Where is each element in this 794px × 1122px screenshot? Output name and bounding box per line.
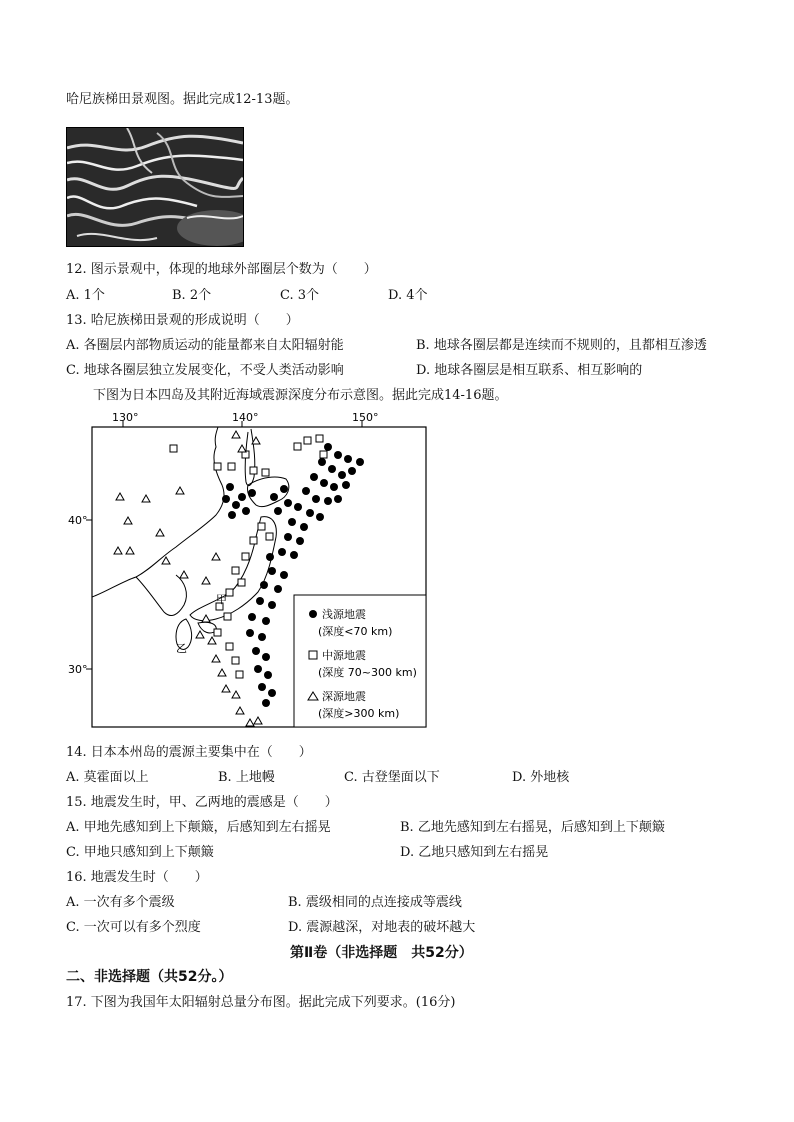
q15-option-c: C. 甲地只感知到上下颠簸: [66, 845, 214, 860]
q16-option-d: D. 震源越深，对地表的破坏越大: [288, 920, 476, 935]
legend-shallow-marker: [309, 610, 317, 618]
q12-option-c: C. 3个: [280, 288, 320, 303]
lon-label-130: 130°: [112, 411, 139, 424]
legend-deep-label: 深源地震: [322, 690, 366, 703]
legend-mid-label: 中源地震: [322, 649, 366, 662]
place-label-yi: 乙: [176, 642, 187, 655]
q17-stem: 17. 下图为我国年太阳辐射总量分布图。据此完成下列要求。(16分): [66, 995, 456, 1010]
q12-stem: 12. 图示景观中，体现的地球外部圈层个数为（ ）: [66, 262, 377, 277]
lat-label-40: 40°: [68, 514, 88, 527]
q16-option-a: A. 一次有多个震级: [66, 895, 175, 910]
map-intro: 下图为日本四岛及其附近海域震源深度分布示意图。据此完成14-16题。: [93, 388, 508, 403]
q16-stem: 16. 地震发生时（ ）: [66, 870, 208, 885]
q13-option-b: B. 地球各圈层都是连续而不规则的，且都相互渗透: [416, 338, 707, 353]
legend-shallow-depth: (深度<70 km): [318, 625, 393, 638]
q15-option-a: A. 甲地先感知到上下颠簸，后感知到左右摇晃: [66, 820, 331, 835]
q14-option-c: C. 古登堡面以下: [344, 770, 440, 785]
legend-shallow-label: 浅源地震: [322, 608, 366, 621]
part-title: 二、非选择题（共52分。）: [66, 969, 233, 985]
intro-text: 哈尼族梯田景观图。据此完成12-13题。: [66, 92, 299, 107]
q13-option-a: A. 各圈层内部物质运动的能量都来自太阳辐射能: [66, 338, 344, 353]
q16-option-c: C. 一次可以有多个烈度: [66, 920, 201, 935]
q12-option-d: D. 4个: [388, 288, 428, 303]
q13-option-c: C. 地球各圈层独立发展变化，不受人类活动影响: [66, 363, 344, 378]
place-label-jia: 甲: [216, 593, 227, 606]
q15-stem: 15. 地震发生时，甲、乙两地的震感是（ ）: [66, 795, 338, 810]
terrace-landscape-photo: [66, 127, 244, 247]
q13-option-d: D. 地球各圈层是相互联系、相互影响的: [416, 363, 643, 378]
q12-option-b: B. 2个: [172, 288, 212, 303]
q13-stem: 13. 哈尼族梯田景观的形成说明（ ）: [66, 313, 299, 328]
q14-stem: 14. 日本本州岛的震源主要集中在（ ）: [66, 745, 312, 760]
legend-mid-depth: (深度 70~300 km): [318, 666, 417, 679]
q14-option-a: A. 莫霍面以上: [66, 770, 149, 785]
q15-option-d: D. 乙地只感知到左右摇晃: [400, 845, 549, 860]
lon-label-150: 150°: [352, 411, 379, 424]
q12-option-a: A. 1个: [66, 288, 105, 303]
earthquake-depth-map: [66, 407, 436, 732]
q14-option-d: D. 外地核: [512, 770, 570, 785]
section-title: 第Ⅱ卷（非选择题 共52分）: [290, 945, 473, 961]
q16-option-b: B. 震级相同的点连接成等震线: [288, 895, 462, 910]
q14-option-b: B. 上地幔: [218, 770, 275, 785]
map-legend: [294, 595, 426, 727]
legend-mid-marker: [309, 651, 317, 659]
legend-deep-depth: (深度>300 km): [318, 707, 400, 720]
lat-label-30: 30°: [68, 663, 88, 676]
q15-option-b: B. 乙地先感知到左右摇晃，后感知到上下颠簸: [400, 820, 665, 835]
lon-label-140: 140°: [232, 411, 259, 424]
